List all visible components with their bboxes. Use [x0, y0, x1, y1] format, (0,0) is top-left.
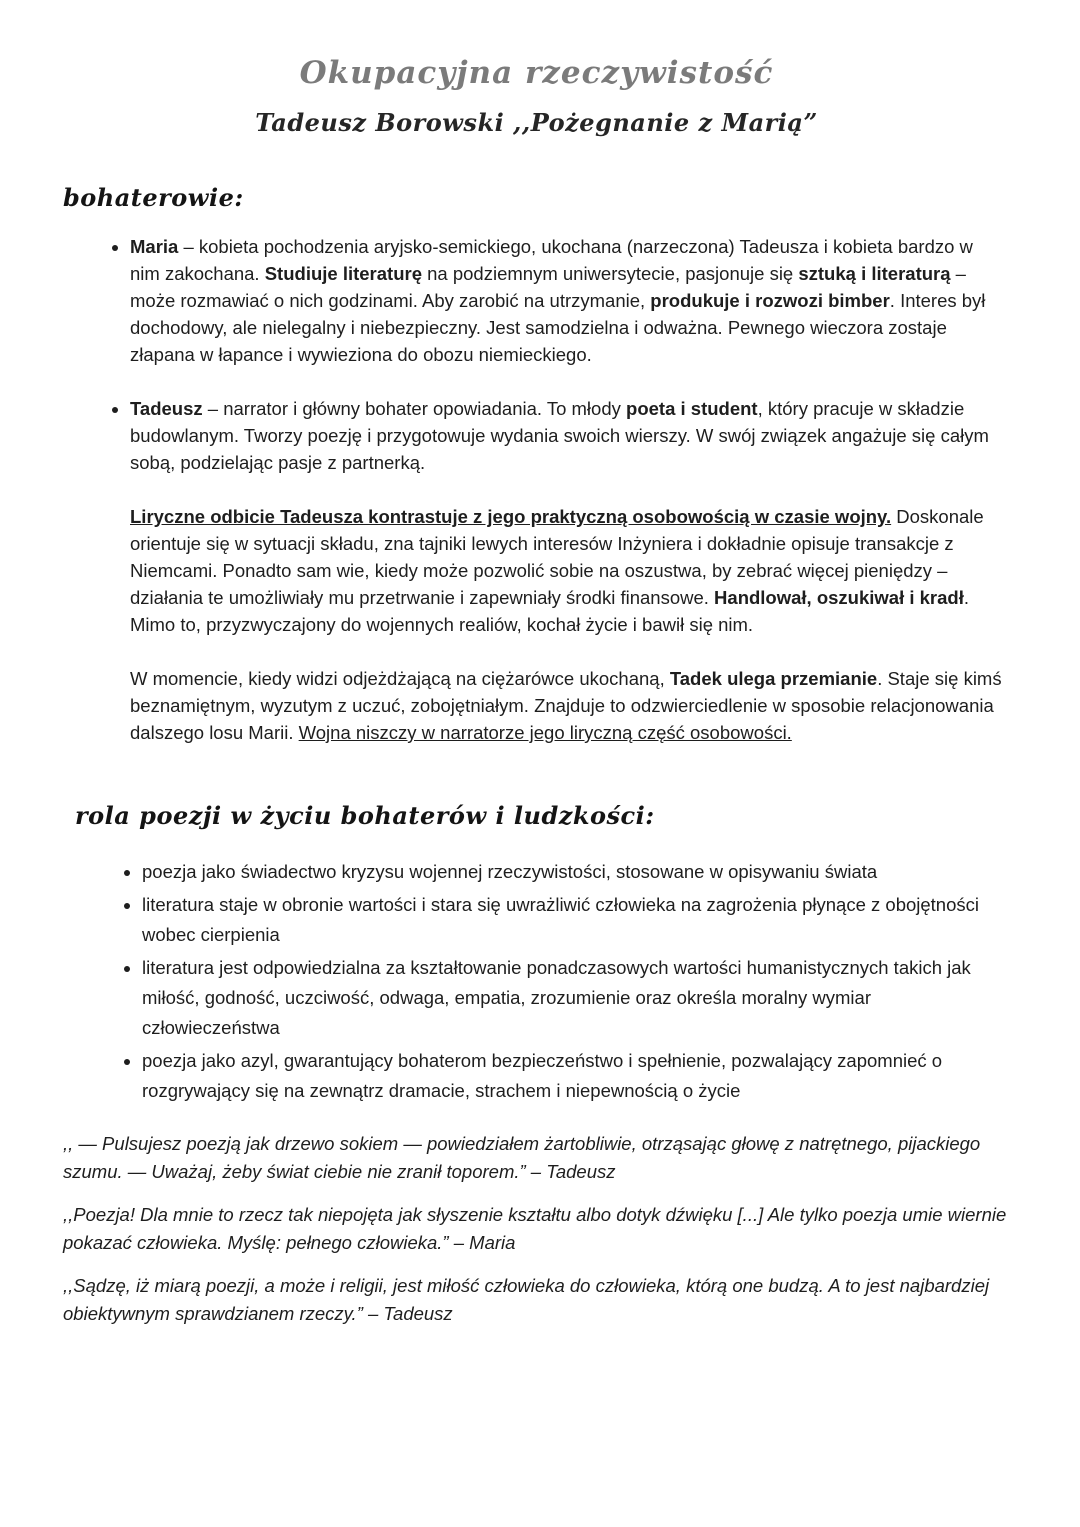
text-run: . Interes był dochodowy, ale nielegalny i niebezpieczny. Jest samodzielna i odważna. Pewnego wieczora zostaje złapana w łapance i wywieziona do obozu niemieckiego.	[130, 290, 986, 365]
text-run: . Staje się kimś beznamiętnym, wyzutym z uczuć, zobojętniałym. Znajduje to odzwierciedlenie w sposobie relacjonowania dalszego losu Marii.	[130, 668, 1002, 743]
quote-maria-poezja: ,,Poezja! Dla mnie to rzecz tak niepojęta jak słyszenie kształtu albo dotyk dźwięku [...] Ale tylko poezja umie wiernie pokazać człowieka. Myślę: pełnego człowieka.” – Maria	[63, 1204, 1007, 1253]
list-item-tadeusz	[130, 395, 1010, 476]
text-run: – może rozmawiać o nich godzinami. Aby zarobić na utrzymanie,	[130, 263, 966, 311]
list-item-maria	[130, 233, 1010, 368]
list-item-poetry-testimony: • poezja jako świadectwo kryzysu wojennej rzeczywistości, stosowane w opisywaniu świata	[142, 857, 1010, 887]
list-item-literature-values: • literatura staje w obronie wartości i stara się uwrażliwić człowieka na zagrożenia płynące z obojętności wobec cierpienia	[142, 890, 1010, 950]
text-run: Studiuje literaturę	[264, 263, 422, 284]
quote-tadeusz-miara-poezji: ,,Sądzę, iż miarą poezji, a może i religii, jest miłość człowieka do człowieka, którą one budzą. A to jest najbardziej obiektywnym sprawdzianem rzeczy.” – Tadeusz	[63, 1275, 990, 1324]
text-run: poeta i student	[626, 398, 758, 419]
text-run: Doskonale orientuje się w sytuacji składu, zna tajniki lewych interesów Inżyniera i dokładnie opisuje transakcje z Niemcami. Ponadto sam wie, kiedy może pozwolić sobie na oszustwa, by zebrać więcej pieniędzy – działania te umożliwiały mu przetrwanie i zapewniały środki finansowe.	[130, 506, 984, 608]
text-run: Handlował, oszukiwał i kradł	[714, 587, 964, 608]
text-run: sztuką i literaturą	[798, 263, 951, 284]
list-item-poetry-asylum: • poezja jako azyl, gwarantujący bohaterom bezpieczeństwo i spełnienie, pozwalający zapomnieć o rozgrywający się na zewnątrz dramacie, strachem i niepewnością o życie	[142, 1046, 1010, 1106]
list-item-literature-humanistic: • literatura jest odpowiedzialna za kształtowanie ponadczasowych wartości humanistycznych takich jak miłość, godność, uczciwość, odwaga, empatia, zrozumienie oraz określa moralny wymiar człowieczeństwa	[142, 953, 1010, 1043]
quotes-block	[63, 1130, 1010, 1328]
text-run: Liryczne odbicie Tadeusza kontrastuje z jego praktyczną osobowością w czasie wojny.	[130, 506, 892, 527]
section-heading-heroes: bohaterowie:	[63, 183, 244, 212]
text-run: – narrator i główny bohater opowiadania. To młody	[202, 398, 627, 419]
text-run: – kobieta pochodzenia aryjsko-semickiego, ukochana (narzeczona) Tadeusza i kobieta bardzo w nim zakochana.	[130, 236, 973, 284]
page-title: Okupacyjna rzeczywistość	[299, 55, 774, 91]
text-run: , który pracuje w składzie budowlanym. Tworzy poezję i przygotowuje wydania swoich wierszy. W swój związek angażuje się całym sobą, podzielając pasje z partnerką.	[130, 398, 989, 473]
heroes-list	[63, 233, 1010, 476]
paragraph-tadeusz-contrast	[130, 503, 1010, 638]
text-run: . Mimo to, przyzwyczajony do wojennych realiów, kochał życie i bawił się nim.	[130, 587, 970, 635]
page-subtitle: Tadeusz Borowski ,,Pożegnanie z Marią”	[255, 108, 818, 137]
section-heading-poetry-role: rola poezji w życiu bohaterów i ludzkości:	[75, 801, 655, 830]
quote-tadeusz-pulsujesz: ,, — Pulsujesz poezją jak drzewo sokiem — powiedziałem żartobliwie, otrząsając głowę z natrętnego, pijackiego szumu. — Uważaj, żeby świat ciebie nie zranił toporem.” – Tadeusz	[63, 1133, 981, 1182]
text-run: produkuje i rozwozi bimber	[650, 290, 890, 311]
paragraph-tadek-transformation	[130, 665, 1010, 746]
poetry-role-list	[63, 857, 1010, 1106]
text-run: na podziemnym uniwersytecie, pasjonuje się	[422, 263, 799, 284]
text-run: W momencie, kiedy widzi odjeżdżającą na ciężarówce ukochaną,	[130, 668, 670, 689]
text-run: Tadek ulega przemianie	[669, 668, 878, 689]
text-run: Tadeusz	[130, 398, 203, 419]
text-run: Wojna niszczy w narratorze jego liryczną część osobowości.	[298, 722, 792, 743]
text-run: Maria	[130, 236, 179, 257]
